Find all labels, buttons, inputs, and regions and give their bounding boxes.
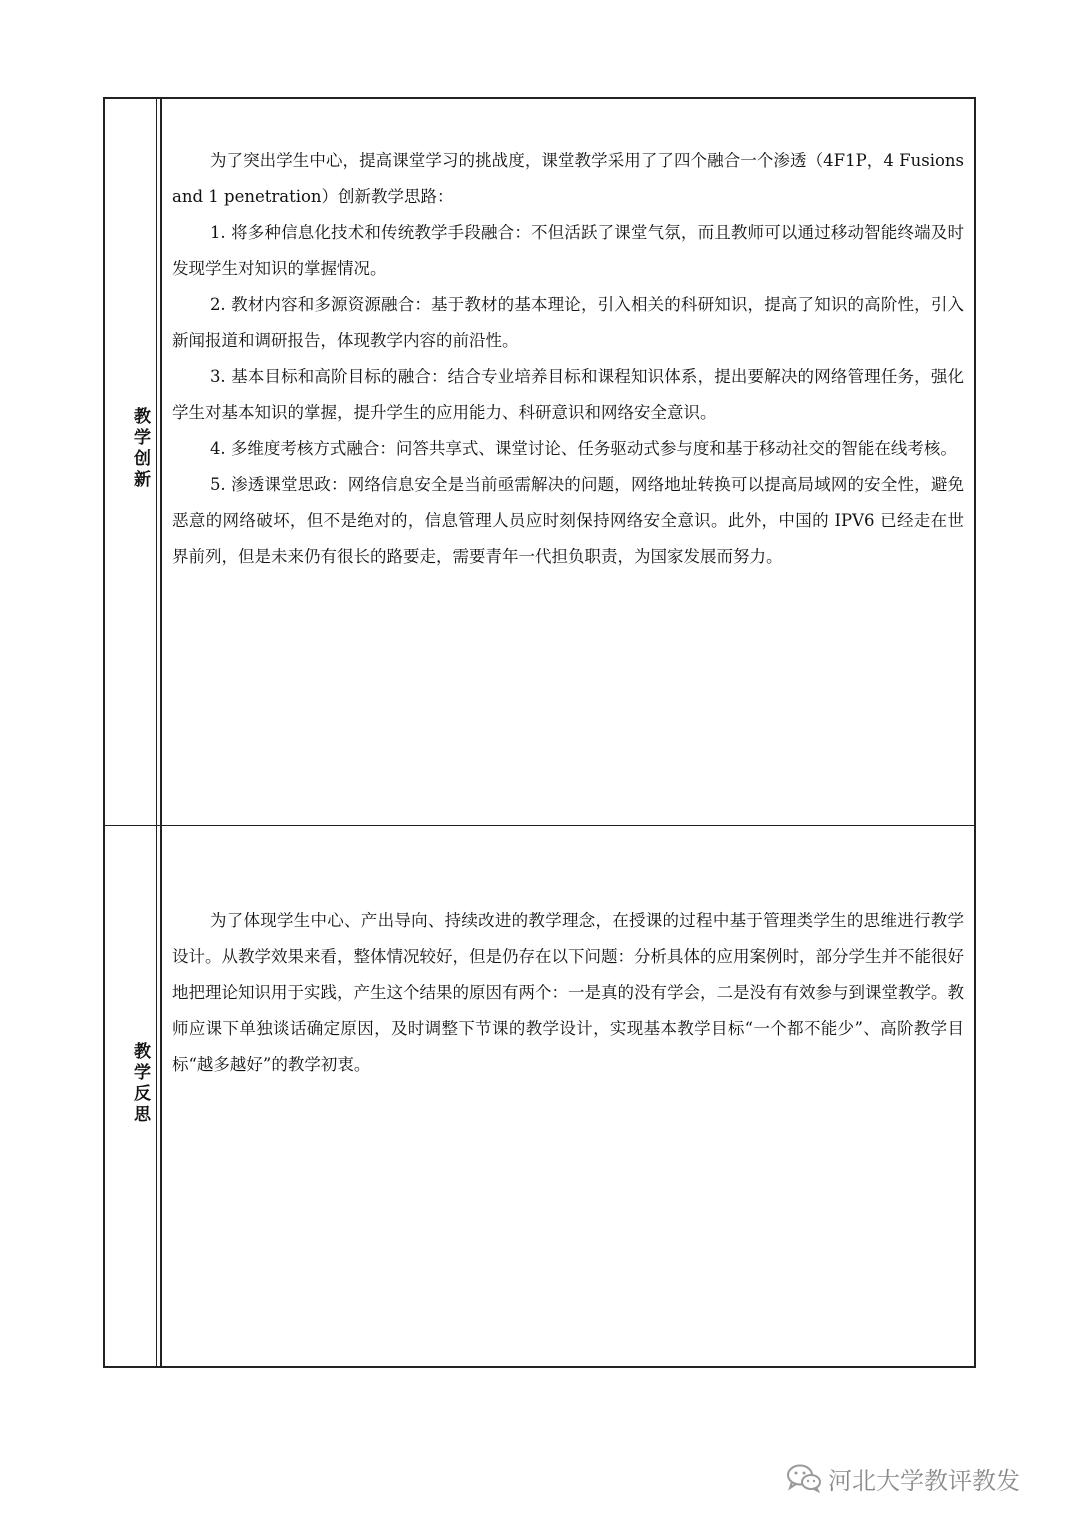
reflection-paragraph: 为了体现学生中心、产出导向、持续改进的教学理念，在授课的过程中基于管理类学生的思维进行教学设计。从教学效果来看，整体情况较好，但是仍存在以下问题：分析具体的应用案例时，部分学生并不能很好地把理论知识用于实践，产生这个结果的原因有两个：一是真的没有学会，二是没有有效参与到课堂教学。教师应课下单独谈话确定原因，及时调整下节课的教学设计，实现基本教学目标“一个都不能少”、高阶教学目标“越多越好”的教学初衷。 xyxy=(172,911,964,1074)
innovation-label: 教学创新 xyxy=(130,407,150,491)
innovation-paragraph-1: 1. 将多种信息化技术和传统教学手段融合：不但活跃了课堂气氛，而且教师可以通过移动智能终端及时发现学生对知识的掌握情况。 xyxy=(172,223,964,278)
innovation-paragraph-3: 3. 基本目标和高阶目标的融合：结合专业培养目标和课程知识体系，提出要解决的网络管理任务，强化学生对基本知识的掌握，提升学生的应用能力、科研意识和网络安全意识。 xyxy=(172,367,964,422)
wechat-icon xyxy=(786,1463,822,1493)
innovation-paragraph-intro: 为了突出学生中心，提高课堂学习的挑战度，课堂教学采用了了四个融合一个渗透（4F1P，4 Fusions and 1 penetration）创新教学思路： xyxy=(172,151,964,206)
innovation-paragraph-2: 2. 教材内容和多源资源融合：基于教材的基本理论，引入相关的科研知识，提高了知识的高阶性，引入新闻报道和调研报告，体现教学内容的前沿性。 xyxy=(172,295,964,350)
reflection-content xyxy=(162,826,974,1366)
watermark-text: 河北大学教评教发 xyxy=(828,1466,1020,1495)
innovation-row xyxy=(105,99,974,826)
watermark xyxy=(786,1458,1020,1498)
innovation-label-cell xyxy=(105,99,162,825)
innovation-content xyxy=(162,99,974,825)
reflection-label: 教学反思 xyxy=(130,1042,150,1126)
innovation-paragraph-4: 4. 多维度考核方式融合：问答共享式、课堂讨论、任务驱动式参与度和基于移动社交的智能在线考核。 xyxy=(209,439,957,458)
form-table xyxy=(103,97,976,1368)
innovation-paragraph-5: 5. 渗透课堂思政：网络信息安全是当前亟需解决的问题，网络地址转换可以提高局域网的安全性，避免恶意的网络破坏，但不是绝对的，信息管理人员应时刻保持网络安全意识。此外，中国的 IPV6 已经走在世界前列，但是未来仍有很长的路要走，需要青年一代担负职责，为国家发展而努力。 xyxy=(172,475,964,566)
reflection-row xyxy=(105,826,974,1366)
reflection-label-cell xyxy=(105,826,162,1366)
